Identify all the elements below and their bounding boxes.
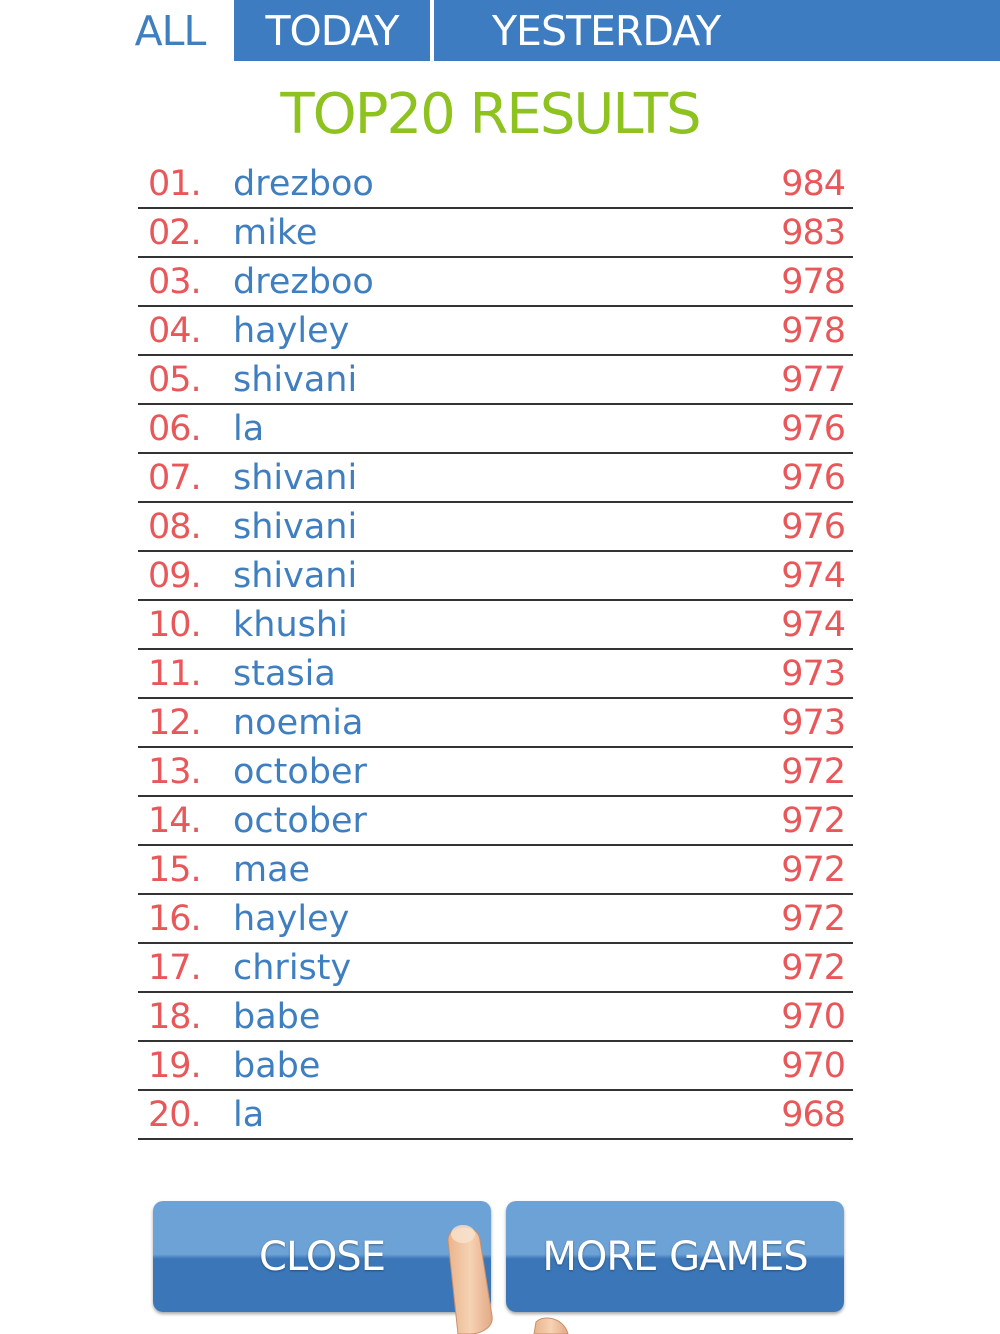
- result-rank: 10.: [148, 605, 201, 645]
- result-player-name: la: [233, 1095, 265, 1135]
- result-player-name: shivani: [233, 507, 358, 547]
- result-player-name: khushi: [233, 605, 348, 645]
- result-player-name: stasia: [233, 654, 336, 694]
- result-rank: 15.: [148, 850, 201, 890]
- result-row: [138, 797, 853, 846]
- result-player-name: october: [233, 801, 367, 841]
- more-games-button[interactable]: MORE GAMES: [506, 1201, 844, 1312]
- result-row: [138, 356, 853, 405]
- result-row: [138, 895, 853, 944]
- result-row: [138, 601, 853, 650]
- result-rank: 20.: [148, 1095, 201, 1135]
- result-row: [138, 160, 853, 209]
- result-score: 972: [781, 850, 845, 890]
- result-rank: 01.: [148, 164, 201, 204]
- result-rank: 07.: [148, 458, 201, 498]
- result-row: [138, 993, 853, 1042]
- result-player-name: christy: [233, 948, 352, 988]
- result-player-name: shivani: [233, 360, 358, 400]
- result-score: 972: [781, 948, 845, 988]
- result-row: [138, 650, 853, 699]
- result-player-name: hayley: [233, 311, 350, 351]
- result-score: 976: [781, 409, 845, 449]
- result-row: [138, 1091, 853, 1140]
- result-player-name: drezboo: [233, 164, 374, 204]
- result-score: 972: [781, 899, 845, 939]
- tab-yesterday[interactable]: YESTERDAY: [434, 0, 1000, 61]
- result-player-name: babe: [233, 1046, 321, 1086]
- result-player-name: shivani: [233, 556, 358, 596]
- result-player-name: drezboo: [233, 262, 374, 302]
- result-rank: 11.: [148, 654, 201, 694]
- result-rank: 04.: [148, 311, 201, 351]
- result-score: 973: [781, 654, 845, 694]
- result-score: 984: [781, 164, 845, 204]
- result-row: [138, 405, 853, 454]
- result-rank: 14.: [148, 801, 201, 841]
- result-score: 983: [781, 213, 845, 253]
- result-score: 970: [781, 1046, 845, 1086]
- result-score: 973: [781, 703, 845, 743]
- result-score: 978: [781, 262, 845, 302]
- result-score: 974: [781, 605, 845, 645]
- result-player-name: noemia: [233, 703, 364, 743]
- result-row: [138, 552, 853, 601]
- result-rank: 06.: [148, 409, 201, 449]
- result-row: [138, 258, 853, 307]
- result-rank: 18.: [148, 997, 201, 1037]
- result-rank: 19.: [148, 1046, 201, 1086]
- result-row: [138, 748, 853, 797]
- result-score: 972: [781, 801, 845, 841]
- result-rank: 13.: [148, 752, 201, 792]
- result-row: [138, 1042, 853, 1091]
- tab-all[interactable]: ALL: [134, 6, 206, 55]
- result-row: [138, 944, 853, 993]
- result-row: [138, 307, 853, 356]
- result-score: 970: [781, 997, 845, 1037]
- result-row: [138, 503, 853, 552]
- result-player-name: october: [233, 752, 367, 792]
- result-rank: 03.: [148, 262, 201, 302]
- result-player-name: mike: [233, 213, 318, 253]
- close-button[interactable]: CLOSE: [153, 1201, 491, 1312]
- result-score: 976: [781, 507, 845, 547]
- tab-bar: [0, 0, 1000, 62]
- result-row: [138, 454, 853, 503]
- result-row: [138, 699, 853, 748]
- page-title: TOP20 RESULTS: [280, 82, 700, 147]
- result-rank: 12.: [148, 703, 201, 743]
- result-player-name: shivani: [233, 458, 358, 498]
- result-score: 974: [781, 556, 845, 596]
- result-row: [138, 846, 853, 895]
- result-player-name: mae: [233, 850, 311, 890]
- result-rank: 02.: [148, 213, 201, 253]
- result-player-name: la: [233, 409, 265, 449]
- results-list: [138, 160, 853, 1140]
- result-score: 978: [781, 311, 845, 351]
- result-rank: 08.: [148, 507, 201, 547]
- result-score: 968: [781, 1095, 845, 1135]
- result-score: 977: [781, 360, 845, 400]
- result-row: [138, 209, 853, 258]
- result-player-name: babe: [233, 997, 321, 1037]
- result-score: 972: [781, 752, 845, 792]
- tab-today[interactable]: TODAY: [234, 0, 430, 61]
- result-rank: 05.: [148, 360, 201, 400]
- result-rank: 16.: [148, 899, 201, 939]
- result-score: 976: [781, 458, 845, 498]
- result-rank: 09.: [148, 556, 201, 596]
- result-player-name: hayley: [233, 899, 350, 939]
- result-rank: 17.: [148, 948, 201, 988]
